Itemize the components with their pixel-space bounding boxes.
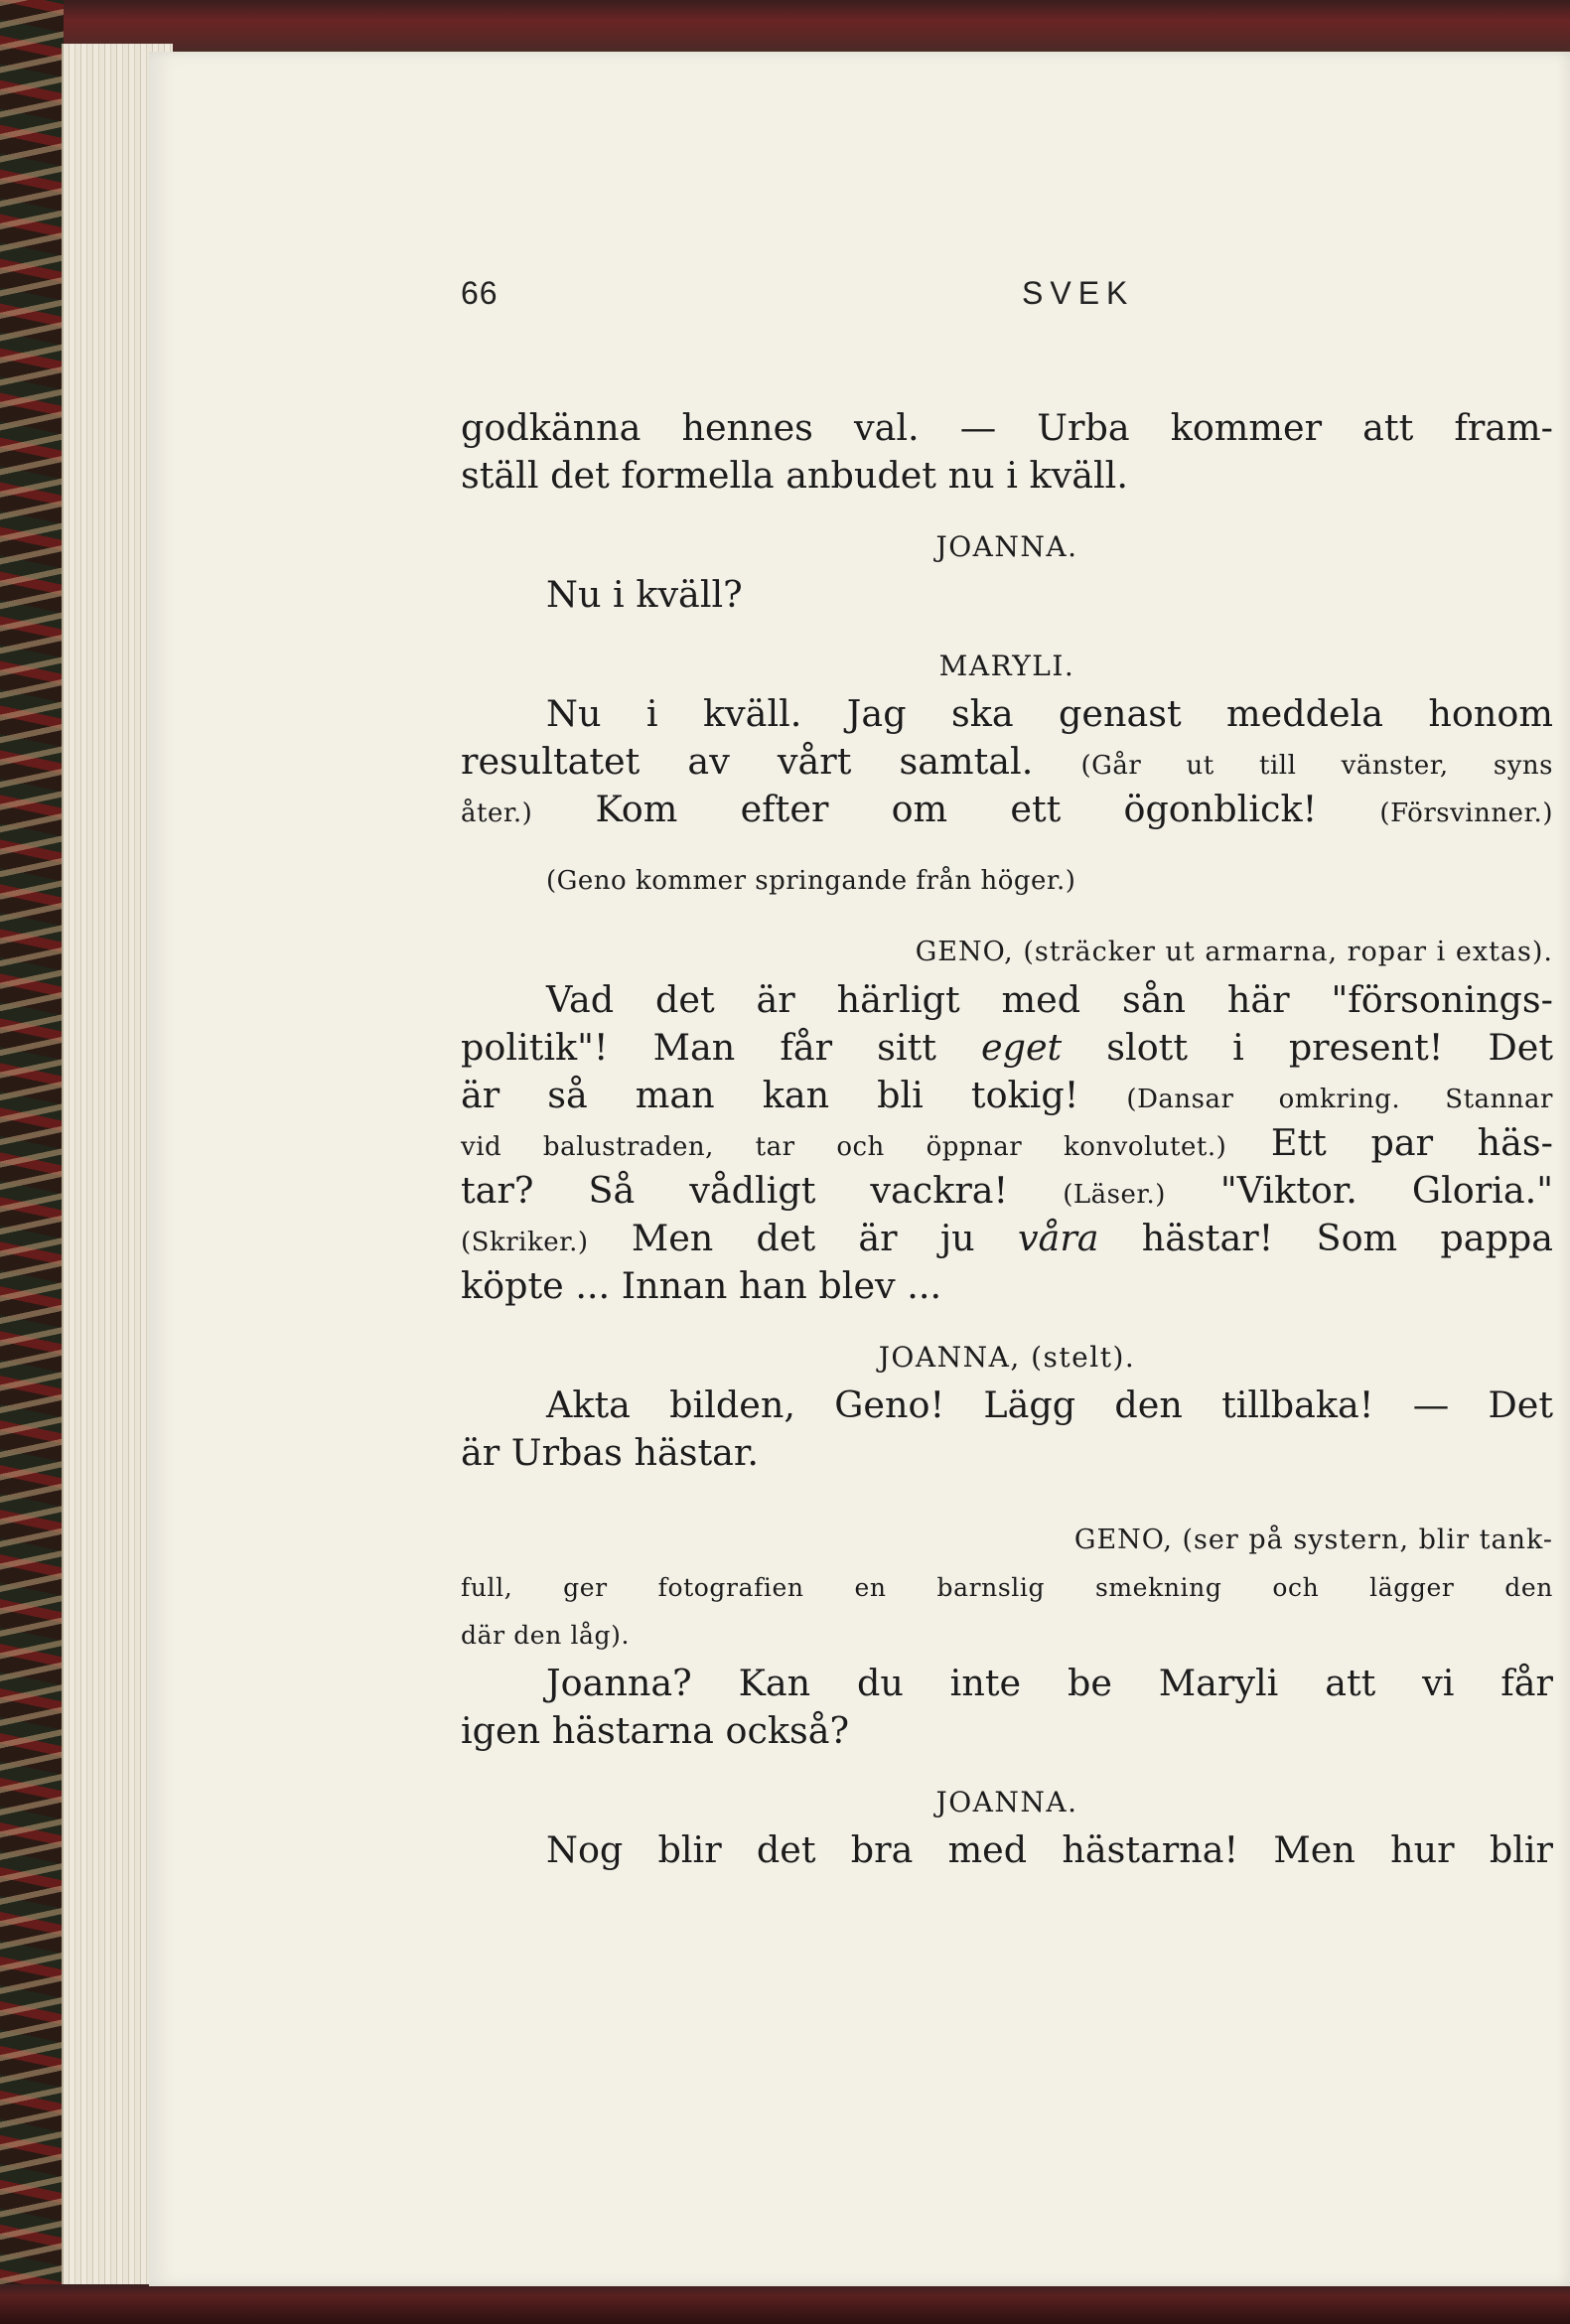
speaker-name: GENO, (sträcker ut armarna, ropar i extas). xyxy=(915,937,1553,967)
dialogue-text: "Viktor. Gloria." xyxy=(1219,1169,1554,1212)
book-page xyxy=(149,52,1570,2286)
dialogue-text: slott i present! Det xyxy=(1106,1026,1554,1069)
stage-direction: full, ger fotografien en barnslig smekning och lägger den xyxy=(461,1573,1553,1602)
text-line: Nu i kväll. Jag ska genast meddela honom xyxy=(546,692,1553,735)
dialogue-text: tar? Så vådligt vackra! xyxy=(461,1169,1009,1212)
stage-direction: (Försvinner.) xyxy=(1379,799,1553,828)
text-line: Joanna? Kan du inte be Maryli att vi får xyxy=(546,1662,1553,1704)
marbled-book-edge xyxy=(0,0,64,2324)
dialogue-text: Men det är ju xyxy=(631,1217,975,1259)
speaker-name: JOANNA. xyxy=(935,530,1078,563)
text-line: Nu i kväll? xyxy=(546,573,743,616)
speaker-name: GENO, (ser på systern, blir tank- xyxy=(1073,1525,1553,1555)
text-line xyxy=(461,1072,1553,1119)
stage-direction: (Dansar omkring. Stannar xyxy=(1126,1085,1553,1114)
speaker-name: MARYLI. xyxy=(938,650,1075,682)
cover-bottom-edge xyxy=(0,2284,1570,2324)
dialogue-text: Kom efter om ett ögonblick! xyxy=(595,788,1318,830)
stage-direction: åter.) xyxy=(461,799,533,828)
stage-direction: vid balustraden, tar och öppnar konvolutet.) xyxy=(461,1132,1227,1162)
text-line xyxy=(461,1119,1553,1167)
stage-direction: där den låg). xyxy=(461,1621,631,1650)
cover-top-edge xyxy=(0,0,1570,52)
text-line: ställ det formella anbudet nu i kväll. xyxy=(461,454,1128,497)
text-line: igen hästarna också? xyxy=(461,1709,850,1752)
emphasis-text: eget xyxy=(980,1026,1063,1069)
text-line: är Urbas hästar. xyxy=(461,1431,759,1474)
text-line xyxy=(461,1024,1553,1072)
text-line: Akta bilden, Geno! Lägg den tillbaka! — Det xyxy=(546,1383,1553,1426)
speaker-name: JOANNA. xyxy=(935,1786,1078,1818)
emphasis-text: våra xyxy=(1017,1217,1099,1259)
text-line: Nog blir det bra med hästarna! Men hur blir xyxy=(546,1828,1553,1871)
dialogue-text: politik"! Man får sitt xyxy=(461,1026,936,1069)
text-line xyxy=(461,738,1553,786)
stage-direction: (Läser.) xyxy=(1063,1180,1166,1210)
page-number: 66 xyxy=(461,275,499,311)
dialogue-text: är så man kan bli tokig! xyxy=(461,1074,1079,1116)
text-line: köpte ... Innan han blev ... xyxy=(461,1264,942,1307)
text-line xyxy=(461,1215,1553,1262)
play-text xyxy=(461,404,1553,1874)
speaker-name: JOANNA, (stelt). xyxy=(878,1341,1136,1374)
stage-direction: (Skriker.) xyxy=(461,1228,589,1257)
dialogue-text: hästar! Som pappa xyxy=(1141,1217,1554,1259)
stage-direction: (Går ut till vänster, syns xyxy=(1080,751,1553,781)
text-line xyxy=(461,786,1553,833)
text-line: Vad det är härligt med sån här "försonings- xyxy=(546,978,1553,1021)
stage-direction: (Geno kommer springande från höger.) xyxy=(546,866,1076,896)
dialogue-text: Ett par häs- xyxy=(1270,1121,1553,1164)
text-line: godkänna hennes val. — Urba kommer att fram- xyxy=(461,406,1553,449)
running-title: SVEK xyxy=(1022,275,1135,311)
dialogue-text: resultatet av vårt samtal. xyxy=(461,740,1034,783)
text-line xyxy=(461,1167,1553,1215)
page-header xyxy=(461,275,1553,325)
